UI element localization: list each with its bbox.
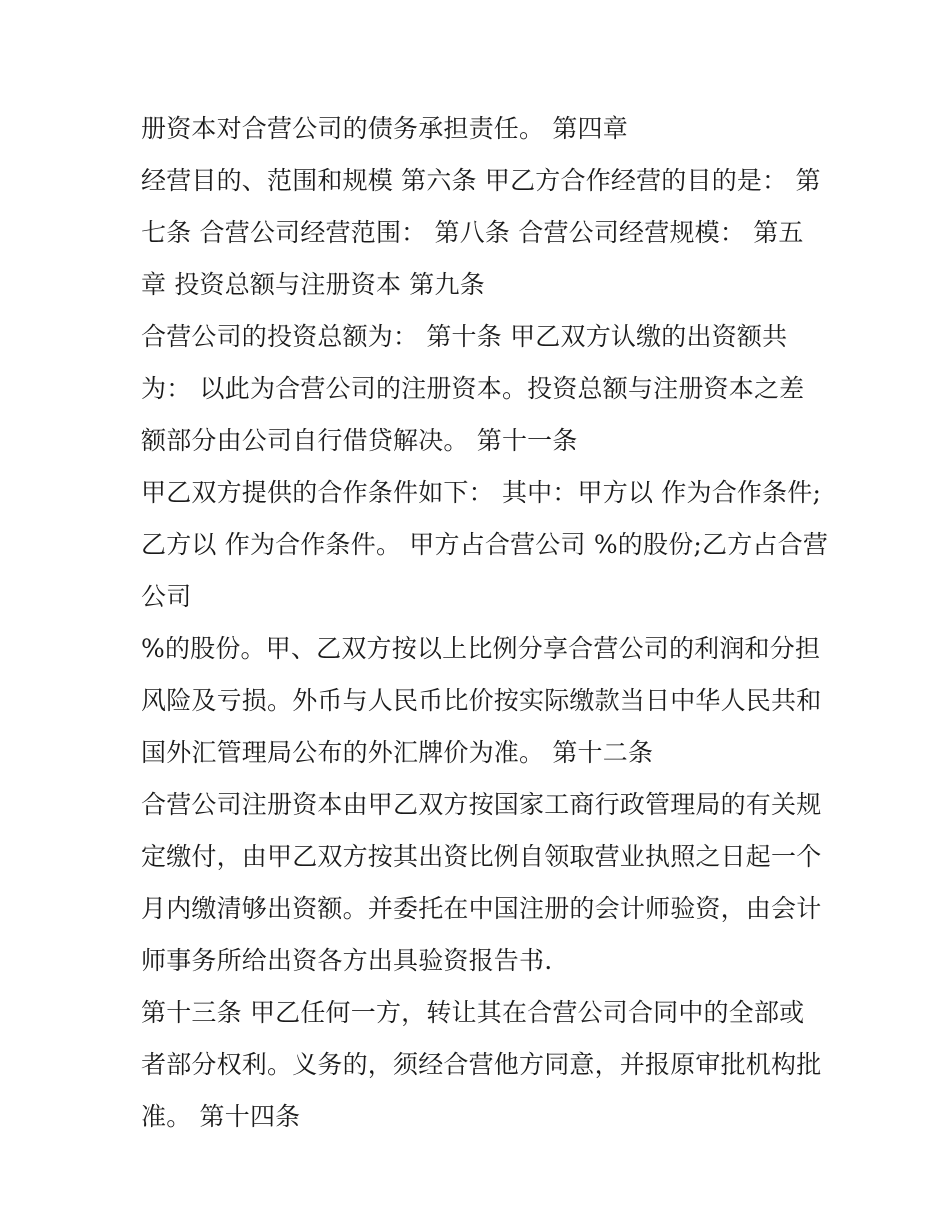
text-line: 为： 以此为合营公司的注册资本。投资总额与注册资本之差	[141, 374, 805, 403]
text-line: 章 投资总额与注册资本 第九条	[141, 270, 485, 299]
text-line: 第十三条 甲乙任何一方，转让其在合营公司合同中的全部或	[141, 998, 805, 1027]
text-line: 经营目的、范围和规模 第六条 甲乙方合作经营的目的是： 第	[141, 166, 821, 195]
text-line: 月内缴清够出资额。并委托在中国注册的会计师验资，由会计	[141, 894, 822, 923]
text-line: 合营公司的投资总额为： 第十条 甲乙双方认缴的出资额共	[141, 322, 788, 351]
text-line: 风险及亏损。外币与人民币比价按实际缴款当日中华人民共和	[141, 686, 822, 715]
text-line: 者部分权利。义务的，须经合营他方同意，并报原审批机构批	[141, 1050, 822, 1079]
text-line: 额部分由公司自行借贷解决。 第十一条	[141, 426, 578, 455]
text-line: 合营公司注册资本由甲乙双方按国家工商行政管理局的有关规	[141, 790, 822, 819]
text-line: 乙方以 作为合作条件。 甲方占合营公司 %的股份;乙方占合营	[141, 530, 829, 559]
text-line: 定缴付，由甲乙双方按其出资比例自领取营业执照之日起一个	[141, 842, 822, 871]
text-line: 公司	[141, 582, 192, 611]
text-line: 师事务所给出资各方出具验资报告书.	[141, 946, 553, 975]
contract-text	[141, 103, 831, 1143]
text-line: 册资本对合营公司的债务承担责任。 第四章	[141, 114, 628, 143]
text-line: %的股份。甲、乙双方按以上比例分享合营公司的利润和分担	[141, 634, 821, 663]
text-line: 准。 第十四条	[141, 1102, 301, 1131]
text-line: 甲乙双方提供的合作条件如下： 其中：甲方以 作为合作条件;	[141, 478, 822, 507]
text-line: 七条 合营公司经营范围： 第八条 合营公司经营规模： 第五	[141, 218, 804, 247]
text-line: 国外汇管理局公布的外汇牌价为准。 第十二条	[141, 738, 654, 767]
